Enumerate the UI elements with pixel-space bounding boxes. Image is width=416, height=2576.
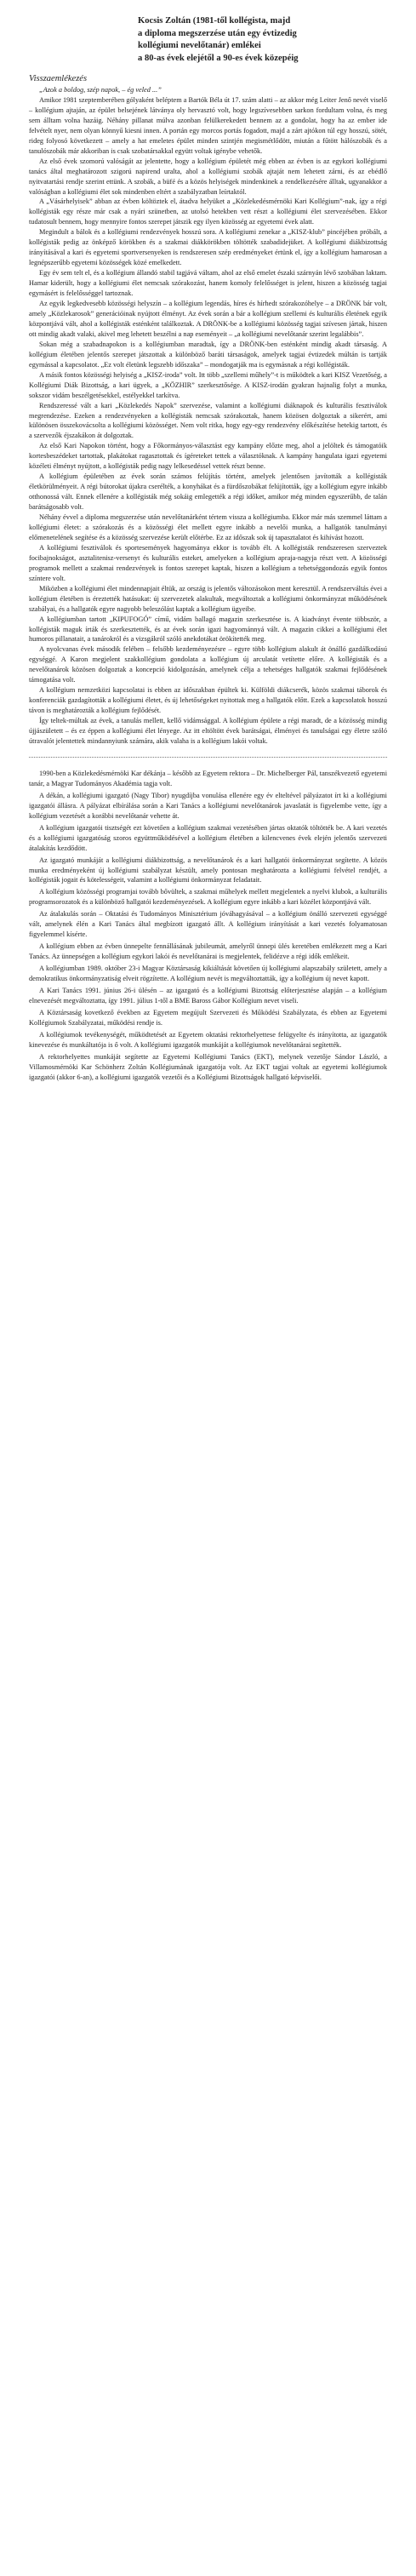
paragraph: Rendszeressé vált a kari „Közlekedés Napok” szervezése, valamint a kollégiumi diáknapok és kulturális fesztiválok megrendezése. Ezeken a rendezvényeken a kollégisták nemcsak szórakoztak, hanem közösen dolgoztak a sikerért, ami különösen összekovácsolta a kollégiumi közösséget. Nem volt ritka, hogy egy-egy rendezvény előkészítése hetekig tartott, és a szervezők éjszakákon át dolgoztak. bbox=[29, 401, 387, 440]
paragraph: A másik fontos közösségi helyiség a „KISZ-iroda” volt. Itt több „szellemi műhely”-t is működtek a kari KISZ Vezetőség, a Kollégiumi Diák Bizottság, a kari ügyek, a „KÖZHIR” szerkesztősége. A KISZ-irodán gyakran hajnalig folyt a munka, sokszor vidám beszélgetésekkel, estélyekkel tarkítva. bbox=[29, 370, 387, 399]
paragraph: A „Vásárhelyisek” abban az évben költöztek el, átadva helyüket a „Közlekedésmérnöki Kari Kollégium”-nak, így a régi kollégisták egy része már csak a nyári szünetben, az utolsó hetekben vett részt a kollégiumi élet szervezésében. Ekkor tudatosult bennem, hogy mennyire fontos szerepet játszik egy ilyen közösség az egyetemi évek alatt. bbox=[29, 197, 387, 226]
paragraph: Az egyik legkedvesebb közösségi helyszín – a kollégium legendás, híres és hírhedt szórakozóhelye – a DRÖNK bár volt, amely „Közlekarosok” generációinak nyújtott élményt. Az évek során a bár a kollégium szellemi és kulturális életének egyik központjává vált, ahol a kollégisták esténként találkoztak. A DRÖNK-be a kollégiumi közösség tagjai szívesen jártak, hiszen ott mindig akadt valaki, akivel meg lehetett beszélni a nap eseményeit – „a kollégiumi nevelőtanár szerint legalábbis”. bbox=[29, 300, 387, 338]
paragraph: Egy év sem telt el, és a kollégium állandó stabil tagjává váltam, ahol az első emelet északi szárnyán lévő szobában laktam. Hamar kiderült, hogy a kollégiumi élet nemcsak szórakozást, hanem komoly felelősséget is jelent, hiszen a közösség tagjai egymásért is felelősséggel tartoznak. bbox=[29, 269, 387, 298]
paragraph: A kollégium igazgatói tisztségét ezt követően a kollégium szakmai vezetésében jártas oktatók töltötték be. A kari vezetés és a kollégiumi igazgatóság szoros együttműködésével a kollégium életében a kilencvenes évek elején jelentős szervezeti átalakítás kezdődött. bbox=[29, 823, 387, 852]
paragraph: A kollégium ebben az évben ünnepelte fennállásának jubileumát, amelyről ünnepi ülés keretében emlékezett meg a Kari Tanács. Az ünnepségen a kollégium egykori lakói és nevelőtanárai is megjelentek, felidézve a régi idők emlékeit. bbox=[29, 942, 387, 961]
paragraph: Így teltek-múltak az évek, a tanulás mellett, kellő vidámsággal. A kollégium épülete a régi maradt, de a közösség mindig újjászületett – és ez éppen a kollégiumi élet lényege. Az itt eltöltött évek barátságai, élményei és tanulságai egy életre szóló útravalót jelentettek mindannyiunk számára, akik valaha is a kollégium lakói voltak. bbox=[29, 717, 387, 745]
section-body-2 bbox=[29, 769, 387, 1083]
paragraph: A kollégium nemzetközi kapcsolatai is ebben az időszakban épültek ki. Külföldi diákcserék, közös szakmai táborok és konferenciák gazdagították a kollégiumi életet, és új lehetőségeket nyitottak meg a hallgatók előtt. Ezek a kapcsolatok hosszú távon is meghatározták a kollégium fejlődését. bbox=[29, 686, 387, 715]
paragraph: A kollégiumban 1989. október 23-i Magyar Köztársaság kikiáltását követően új kollégiumi alapszabály született, amely a demokratikus önkormányzatiság elveit rögzítette. A kollégium nevét is megváltoztatták, így a kollégium új nevet kapott. bbox=[29, 965, 387, 983]
paragraph: A kollégium épületében az évek során számos felújítás történt, amelyek jelentősen javították a kollégisták életkörülményeit. A régi bútorokat újakra cserélték, a konyhákat és a fürdőszobákat felújították, így a kollégium egyre inkább otthonossá vált. Ennek ellenére a kollégisták még sokáig emlegették a régi időket, amikor még minden egyszerűbb, de talán barátságosabb volt. bbox=[29, 472, 387, 512]
paragraph: A rektorhelyettes munkáját segítette az Egyetemi Kollégiumi Tanács (EKT), melynek vezetője Sándor László, a Villamosmérnöki Kar Schönherz Zoltán Kollégiumának igazgatója volt. Az EKT tagjai voltak az egyetemi kollégiumok igazgatói (akkor 6-an), a kollégiumi igazgatók vezetői és a Kollégiumi Bizottságok hallgató képviselői. bbox=[29, 1052, 387, 1081]
title-line: a diploma megszerzése után egy évtizedig bbox=[138, 28, 297, 38]
paragraph: Az átalakulás során – Oktatási és Tudományos Minisztérium jóváhagyásával – a kollégium önálló szervezeti egységgé vált, amelynek élén a Kari Tanács által megbízott igazgató állt. A kollégium irányítását a kari vezetés folyamatosan figyelemmel kísérte. bbox=[29, 910, 387, 939]
paragraph: Amikor 1981 szeptemberében gólyaként beléptem a Bartók Béla út 17. szám alatti – az akkor még Leiter Jenő nevét viselő – kollégium ajtaján, az épület belsejének látványa oly hervasztó volt, hogy legszívesebben sarkon fordultam volna, és meg sem álltam volna hazáig. Néhány pillanat múlva azonban felülkerekedett bennem az a gondolat, hogy ha az ember ide felvételt nyer, nem olyan könnyű kiesni innen. A portán egy morcos portás fogadott, majd a zárt ajtókon túl egy hosszú, sötét, rideg folyosó következett – amely a hat emeletes épület minden szintjén megismétlődött, miután a fűtött hálószobák és a tanulószobák már akkoriban is csak szobatársakkal együtt voltak igénybe vehetők. bbox=[29, 95, 387, 155]
paragraph: Sokan még a szabadnapokon is a kollégiumban maradtak, így a DRÖNK-ben esténként mindig akadt társaság. A kollégium életében jelentős szerepet játszottak a különböző baráti társaságok, amelyek tagjai évtizedek múltán is tartják egymással a kapcsolatot. „Ez volt életünk legszebb időszaka” – mondogatják ma is egymásnak a régi kollégisták. bbox=[29, 340, 387, 369]
paragraph: Az első évek szomorú valóságát az jelentette, hogy a kollégium épületét még ebben az évben is az egykori kollégiumi tanács által meghatározott szigorú napirend uralta, ahol a kollégiumi szobák ajtaját nem lehetett zárni, és az ebédlő nyitvatartási rendje szerint ettünk. A szobák, a büfé és a közös helyiségek mindenkinek a rendelkezésére álltak, ugyanakkor a valóságban a kollégiumi élet sok mindenben eltért a szabályzatban leírtaktól. bbox=[29, 157, 387, 196]
paragraph: A kollégiumi fesztiválok és sportesemények hagyománya ekkor is tovább élt. A kollégisták rendszeresen szerveztek focibajnokságot, asztalitenisz-versenyt és kulturális esteket, amelyeken a kollégium apraja-nagyja részt vett. A közösségi programok mellett a szakmai rendezvények is fontos szerepet kaptak, hiszen a kollégium a tehetséggondozás egyik fontos színtere volt. bbox=[29, 543, 387, 582]
paragraph: Az igazgató munkáját a kollégiumi diákbizottság, a nevelőtanárok és a kari hallgatói önkormányzat segítette. A közös munka eredményeként új kollégiumi szabályzat készült, amely pontosan meghatározta a kollégiumi felvétel rendjét, a kollégisták jogait és kötelességeit, valamint a kollégiumi önkormányzat feladatait. bbox=[29, 856, 387, 884]
title-line: kollégiumi nevelőtanár) emlékei bbox=[138, 41, 261, 50]
title-line: Kocsis Zoltán (1981-től kollégista, majd bbox=[138, 16, 291, 26]
paragraph: A kollégiumban tartott „KIPUFOGÓ” című, vidám ballagó magazin szerkesztése is. A kiadványt évente többször, a kollégisták maguk írták és szerkesztették, és az évek során igazi hagyománnyá vált. A magazin cikkei a kollégiumi élet humoros pillanatait, a tanárokról és a vizsgákról szóló anekdotákat örökítették meg. bbox=[29, 615, 387, 644]
title-line: a 80-as évek elejétől a 90-es évek közepéig bbox=[138, 53, 299, 63]
paragraph: Megindult a bálok és a kollégiumi rendezvények hosszú sora. A kollégiumi zenekar a „KISZ-klub” pincéjében próbált, a kollégisták pedig az önképző körökben és a szakmai diákkörökben töltötték szabadidejüket. A kollégiumi diákbizottság irányításával a kari és egyetemi sportversenyeken is rendszeresen szép eredményeket értünk el, így a kollégium hamarosan a legnépszerűbb egyetemi közösségek közé emelkedett. bbox=[29, 228, 387, 267]
paragraph: A nyolcvanas évek második felében – felsőbb kezdeményezésre – egyre több kollégium alakult át önálló gazdálkodású egységgé. A Karon megjelent szakkollégium gondolata a kollégium új arculatát vetítette előre. A kollégisták és a nevelőtanárok közösen dolgoztak a koncepció kidolgozásán, amelynek célja a tehetséges hallgatók szakmai fejlődésének támogatása volt. bbox=[29, 645, 387, 684]
section-body bbox=[29, 85, 387, 747]
section-divider bbox=[29, 757, 387, 758]
document-title bbox=[138, 15, 393, 65]
paragraph: A kollégium közösségi programjai tovább bővültek, a szakmai műhelyek mellett megjelentek a nyelvi klubok, a kulturális programsorozatok és a különböző hallgatói kezdeményezések. A kollégium egyre inkább a kari közélet központjává vált. bbox=[29, 888, 387, 907]
paragraph: A dékán, a kollégiumi igazgató (Nagy Tibor) nyugdíjba vonulása ellenére egy év elteltével pályázatot írt ki a kollégiumi igazgatói állásra. A pályázat elbírálása során a Kari Tanács a kollégiumi nevelőtanárok javaslatát is figyelembe vette, így a kollégium vezetését a korábbi nevelőtanár vehette át. bbox=[29, 791, 387, 820]
section-heading: Visszaemlékezés bbox=[29, 74, 88, 83]
paragraph: A Köztársaság kovetkező években az Egyetem megújult Szervezeti és Működési Szabályzata, és ebben az Egyetemi Kollégiumok Szabályzatai, működési rendje is. bbox=[29, 1008, 387, 1027]
paragraph: Az első Kari Napokon történt, hogy a Főkormányos-választást egy kampány előzte meg, ahol a jelöltek és támogatóik kortesbeszédeket tartottak, plakátokat ragasztottak és ígéreteket tettek a választóknak. A kampány hangulata igazi egyetemi közéleti élményt nyújtott, a kollégisták pedig nagy lelkesedéssel vettek részt benne. bbox=[29, 442, 387, 471]
paragraph: „Azok a boldog, szép napok, – ég veled ...” bbox=[39, 86, 162, 94]
paragraph: A Kari Tanács 1991. június 26-i ülésén – az igazgató és a kollégiumi Bizottság előterjesztése alapján – a kollégium elnevezését megváltoztatta, így 1991. július 1-től a BME Baross Gábor Kollégium nevet viseli. bbox=[29, 987, 387, 1005]
paragraph: 1990-ben a Közlekedésmérnöki Kar dékánja – később az Egyetem rektora – Dr. Michelberger Pál, tanszékvezető egyetemi tanár, a Magyar Tudományos Akadémia tagja volt. bbox=[29, 769, 387, 787]
paragraph: A kollégiumok tevékenységét, működtetését az Egyetem oktatási rektorhelyettese felügyelte és irányította, az igazgatók kinevezése és munkáltatója is ő volt. A kollégiumi igazgatók munkáját a kollégiumok nevelőtanárai segítették. bbox=[29, 1030, 387, 1049]
paragraph: Néhány évvel a diploma megszerzése után nevelőtanárként tértem vissza a kollégiumba. Ekkor már más szemmel láttam a kollégiumi életet: a szórakozás és a közösségi élet mellett egyre inkább a nevelői munka, a hallgatók tanulmányi előmenetelének segítése és a közösség szervezése került előtérbe. Ez az időszak sok új tapasztalatot és kihívást hozott. bbox=[29, 513, 387, 541]
paragraph: Miközben a kollégiumi élet mindennapjait éltük, az ország is jelentős változásokon ment keresztül. A rendszerváltás évei a kollégium életében is éreztették hatásukat: új szervezetek alakultak, megváltoztak a kollégiumi önkormányzat működésének szabályai, és a hallgatók egyre nagyobb beleszólást kaptak a kollégium ügyeibe. bbox=[29, 584, 387, 613]
